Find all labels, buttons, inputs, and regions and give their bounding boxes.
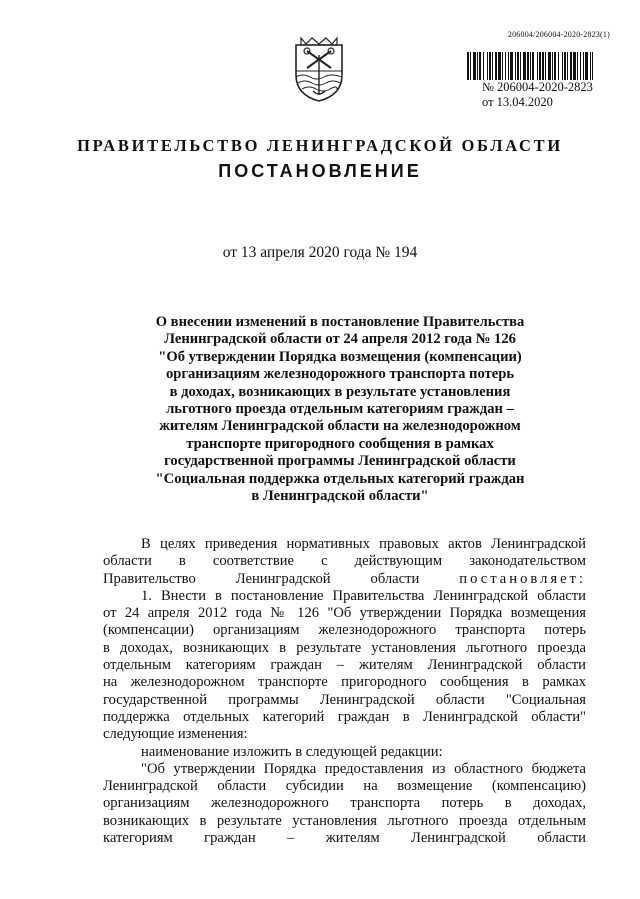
body-line-part: Правительство Ленинградской области [103, 570, 420, 587]
body-line: категориям граждан – жителям Ленинградской области [103, 830, 586, 847]
heading-line: льготного проезда отдельным категориям граждан – [166, 401, 514, 418]
body-line [103, 571, 586, 588]
body-line: отдельным категориям граждан – жителям Ленинградской области [103, 657, 586, 674]
registration-number: № 206004-2020-2823 [482, 80, 593, 94]
body-line: наименование изложить в следующей редакции: [141, 743, 443, 760]
heading-line: Ленинградской области от 24 апреля 2012 года № 126 [164, 331, 516, 348]
body-line: на железнодорожном транспорте пригородного сообщения в рамках [103, 674, 586, 691]
heading-line: в доходах, возникающих в результате установления [169, 383, 511, 400]
body-line: 1. Внести в постановление Правительства Ленинградской области [141, 587, 586, 604]
decree-title: ПОСТАНОВЛЕНИЕ [218, 161, 422, 181]
barcode-icon [467, 52, 593, 80]
coat-of-arms-icon [293, 35, 345, 103]
registration-date: от 13.04.2020 [482, 95, 553, 109]
body-line: области в соответствие с действующим законодательством [103, 553, 586, 570]
body-line: государственной программы Ленинградской области "Социальная [103, 691, 586, 708]
body-line: (компенсации) организациям железнодорожного транспорта потерь [103, 622, 586, 639]
body-line: В целях приведения нормативных правовых актов Ленинградской [141, 536, 586, 552]
body-line: от 24 апреля 2012 года № 126 "Об утверждении Порядка возмещения [103, 605, 586, 622]
heading-line: в Ленинградской области" [251, 488, 429, 505]
body-line: поддержка отдельных категорий граждан в Ленинградской области" [103, 708, 586, 725]
heading-line: государственной программы Ленинградской области [164, 453, 516, 470]
document-code: 206004/206004-2020-2823(1) [507, 30, 610, 39]
heading-line: О внесении изменений в постановление Правительства [155, 314, 525, 330]
body-line: "Об утверждении Порядка предоставления из областного бюджета [141, 760, 586, 777]
decree-heading [140, 314, 540, 505]
body-line: Ленинградской области субсидии на возмещение (компенсацию) [103, 778, 586, 795]
heading-line: организациям железнодорожного транспорта потерь [165, 366, 515, 383]
decree-body [103, 536, 586, 847]
heading-line: "Об утверждении Порядка возмещения (компенсации) [158, 348, 522, 365]
body-line: в доходах, возникающих в результате установления льготного проезда [103, 639, 586, 656]
body-line: организациям железнодорожного транспорта потерь в доходах, [103, 795, 586, 812]
heading-line: транспорте пригородного сообщения в рамках [186, 435, 494, 452]
body-line: следующие изменения: [103, 726, 248, 743]
heading-line: "Социальная поддержка отдельных категорий граждан [155, 470, 525, 487]
decree-date: от 13 апреля 2020 года № 194 [222, 244, 418, 261]
heading-line: жителям Ленинградской области на железнодорожном [159, 418, 521, 435]
body-line-part: постановляет: [459, 570, 586, 587]
government-title: ПРАВИТЕЛЬСТВО ЛЕНИНГРАДСКОЙ ОБЛАСТИ [77, 136, 563, 155]
body-line: возникающих в результате установления льготного проезда отдельным [103, 812, 586, 829]
